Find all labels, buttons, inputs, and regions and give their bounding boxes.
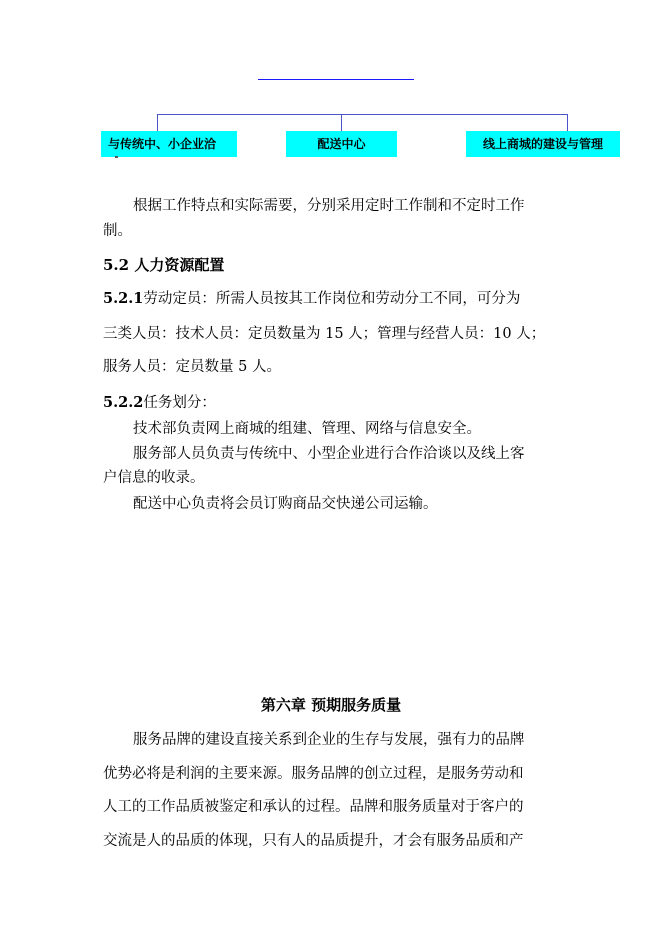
section-5-2-2-text: 任务划分：: [143, 395, 216, 411]
work-system-line-2: 制。: [103, 223, 132, 239]
org-chart-branch-center: [341, 114, 342, 131]
task-service-department-line-2: 户信息的收录。: [103, 470, 205, 486]
org-chart-branch-left: [157, 114, 158, 131]
section-5-2-heading: 5.2 人力资源配置: [103, 256, 225, 274]
task-service-department-line-1: 服务部人员负责与传统中、小型企业进行合作洽谈以及线上客: [133, 446, 525, 462]
section-5-2-1-text: 劳动定员：所需人员按其工作岗位和劳动分工不同，可分为: [143, 291, 521, 307]
section-5-2-2-number: 5.2.2: [103, 394, 144, 411]
chapter-6-line-3: 人工的工作品质被鉴定和承认的过程。品牌和服务质量对于客户的: [103, 799, 524, 815]
org-box-distribution-center: 配送中心: [286, 131, 397, 157]
section-5-2-1-line-2: 三类人员：技术人员：定员数量为 15 人；管理与经营人员：10 人；: [103, 326, 546, 342]
stray-mark: [115, 156, 118, 158]
section-5-2-2-line: [103, 393, 216, 413]
work-system-line-1: 根据工作特点和实际需要，分别采用定时工作制和不定时工作: [133, 198, 525, 214]
chapter-6-line-1: 服务品牌的建设直接关系到企业的生存与发展，强有力的品牌: [133, 732, 525, 748]
org-box-online-mall: 线上商城的建设与管理: [466, 131, 620, 157]
chapter-6-line-4: 交流是人的品质的体现，只有人的品质提升，才会有服务品质和产: [103, 833, 524, 849]
org-chart-trunk: [157, 114, 568, 115]
chapter-6-line-2: 优势必将是利润的主要来源。服务品牌的创立过程，是服务劳动和: [103, 766, 524, 782]
section-5-2-1-number: 5.2.1: [103, 290, 144, 307]
section-5-2-1-line-1: [103, 289, 520, 309]
org-chart-top-line: [258, 79, 414, 80]
task-distribution-center: 配送中心负责将会员订购商品交快递公司运输。: [133, 496, 438, 512]
chapter-6-title: 第六章 预期服务质量: [260, 696, 402, 714]
org-box-traditional-enterprises: 与传统中、小企业洽: [101, 131, 237, 157]
task-tech-department: 技术部负责网上商城的组建、管理、网络与信息安全。: [133, 421, 481, 437]
org-chart-branch-right: [567, 114, 568, 131]
section-5-2-1-line-3: 服务人员：定员数量 5 人。: [103, 359, 281, 375]
